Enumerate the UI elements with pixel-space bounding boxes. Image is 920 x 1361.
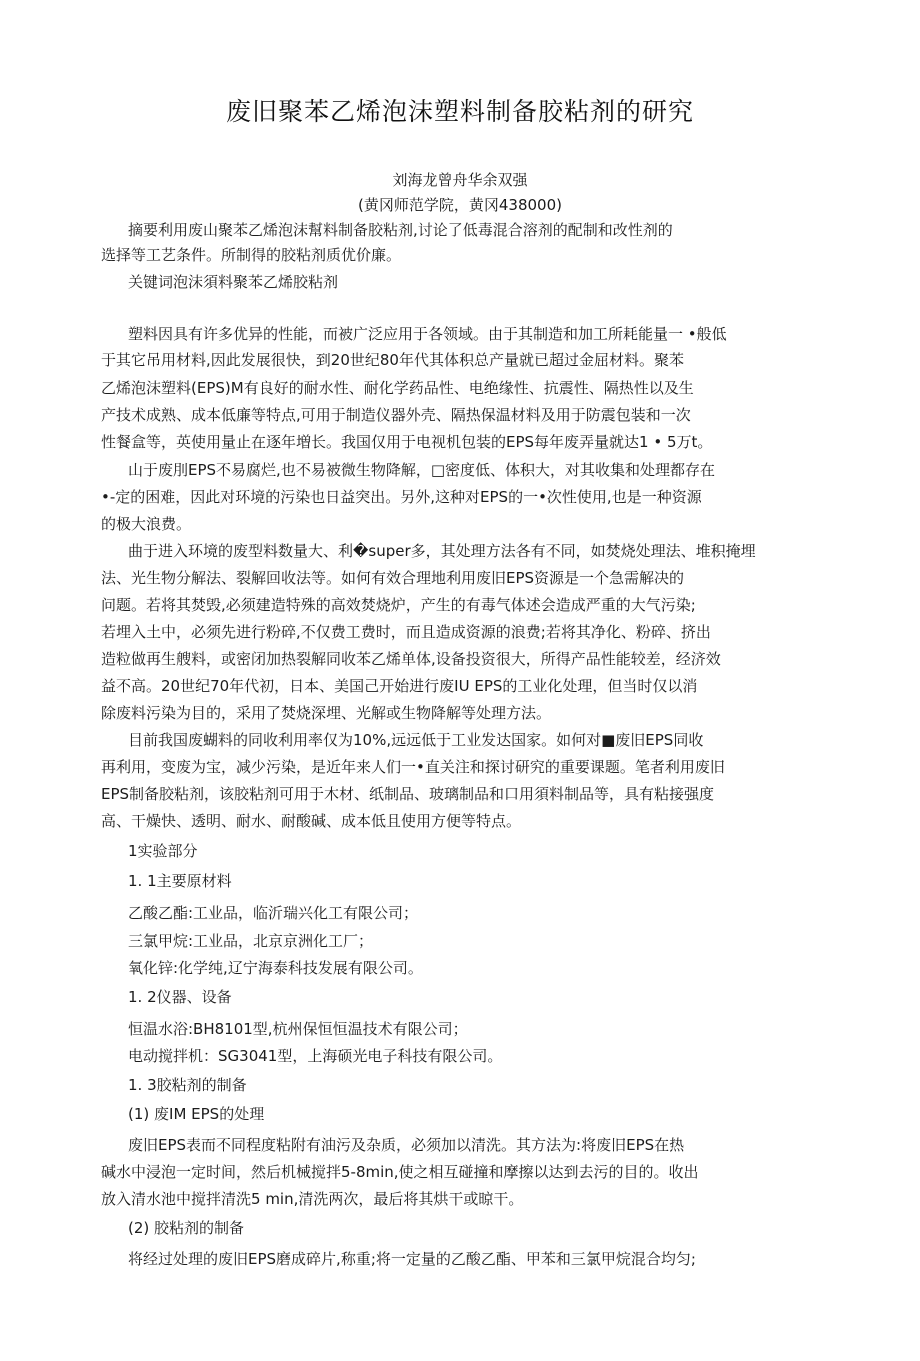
subsection-heading-preparation: 1. 3胶粘剂的制备: [128, 1076, 247, 1094]
list-item: 三氯甲烷:工业品，北京京洲化工厂；: [128, 932, 374, 950]
subsection-heading-equipment: 1. 2仪器、设备: [128, 988, 232, 1006]
text-line: 废旧EPS表而不同程度粘附有油污及杂质，必须加以清洗。其方法为:将废旧EPS在热: [128, 1136, 685, 1154]
text-line: 目前我国废蝴料的同收利用率仅为10%,远远低于工业发达国家。如何对■废旧EPS同收: [128, 731, 704, 749]
text-line: 高、干燥快、透明、耐水、耐酸碱、成本低且使用方便等特点。: [101, 812, 522, 830]
text-line: 产技术成熟、成本低廉等特点,可用于制造仪器外壳、隔热保温材料及用于防震包装和一次: [101, 406, 691, 424]
text-line: 于其它吊用材料,因此发展很快，到20世纪80年代其体积总产量就已超过金屈材料。聚苯: [101, 351, 684, 369]
text-line: 放入清水池中搅拌清洗5 min,清洗两次，最后将其烘干或晾干。: [101, 1190, 524, 1208]
text-line: 法、光生物分解法、裂解回收法等。如何有效合理地利用废旧EPS资源是一个急需解决的: [101, 569, 685, 587]
text-line: 的极大浪费。: [101, 515, 192, 533]
text-line: 碱水中浸泡一定时间，然后机械搅拌5-8min,使之相互碰撞和摩擦以达到去污的目的。收出: [101, 1163, 699, 1181]
text-line: 性餐盒等，英使用量止在逐年増长。我国仅用于电视机包装的EPS每年废弄量就达1 • 5万t。: [101, 433, 713, 451]
text-line: 益不高。20世纪70年代初，日本、美国己开始进行废IU EPS的工业化处理，但当时仅以消: [101, 677, 698, 695]
text-line: 将经过处理的废旧EPS磨成碎片,称重;将一定量的乙酸乙酯、甲苯和三氯甲烷混合均匀;: [128, 1250, 696, 1268]
keywords-line: 关键词泡沫須料聚苯乙烯胶粘剂: [128, 273, 339, 291]
list-item: 氧化锌:化学纯,辽宁海泰科技发展有限公司。: [128, 959, 423, 977]
step-heading-1: (1) 废IM EPS的处理: [128, 1105, 265, 1123]
subsection-heading-materials: 1. 1主要原材料: [128, 872, 232, 890]
text-line: 问题。若将其焚毁,必须建造特殊的高效焚烧炉，产生的有毒气体述会造成严重的大气污染;: [101, 596, 696, 614]
affiliation-line: (黄冈师范学院，黄冈438000): [358, 196, 562, 214]
text-line: EPS制备胶粘剂，该胶粘剂可用于木材、纸制品、玻璃制品和口用須料制品等，具有粘接强度: [101, 785, 715, 803]
text-line: 除废料污染为目的，采用了焚烧深埋、光解或生物降解等处理方法。: [101, 704, 552, 722]
step-heading-2: (2) 胶粘剂的制备: [128, 1219, 245, 1237]
paper-title: 废旧聚苯乙烯泡沫塑料制备胶粘剂的研究: [225, 97, 694, 126]
author-line: 刘海龙曾舟华余双强: [392, 171, 528, 189]
list-item: 电动搅拌机：SG3041型，上海硕光电子科技有限公司。: [128, 1047, 503, 1065]
abstract-line: 摘要利用废山聚苯乙烯泡沫幫料制备胶粘剂,讨论了低毒混合溶剂的配制和改性剂的: [128, 221, 673, 239]
text-line: 造粒做再生艘料，或密闭加热裂解同收苯乙烯单体,设备投资很大，所得产品性能较差，经济效: [101, 650, 721, 668]
text-line: •-定的困难，因此对环境的污染也日益突出。另外,这种对EPS的一•次性使用,也是一种资源: [101, 488, 702, 506]
list-item: 乙酸乙酯:工业品，临沂瑞兴化工有限公司；: [128, 904, 419, 922]
section-heading-experimental: 1实验部分: [128, 842, 198, 860]
text-line: 塑料因具有许多优异的性能，而被广泛应用于各领域。由于其制造和加工所耗能量一 •般低: [128, 325, 727, 343]
text-line: 乙烯泡沫塑料(EPS)M有良好的耐水性、耐化学药品性、电绝缘性、抗震性、隔热性以及生: [101, 379, 694, 397]
list-item: 恒温水浴:BH8101型,杭州保恒恒温技术有限公司；: [128, 1020, 468, 1038]
text-line: 若埋入土中，必须先进行粉碎,不仅费工费时，而且造成资源的浪费;若将其净化、粉碎、挤出: [101, 623, 711, 641]
text-line: 曲于进入环境的废型料数量大、利�super多，其处理方法各有不同，如焚烧处理法、堆积掩埋: [128, 542, 756, 560]
abstract-line: 选择等工艺条件。所制得的胶粘剂质优价廉。: [101, 246, 402, 264]
text-line: 山于废刖EPS不易腐烂,也不易被微生物降解，□密度低、体积大，对其收集和处理都存在: [128, 461, 715, 479]
text-line: 再利用，变废为宝，减少污染，是近年来人们一•直关注和探讨研究的重要课题。笔者利用废旧: [101, 758, 725, 776]
